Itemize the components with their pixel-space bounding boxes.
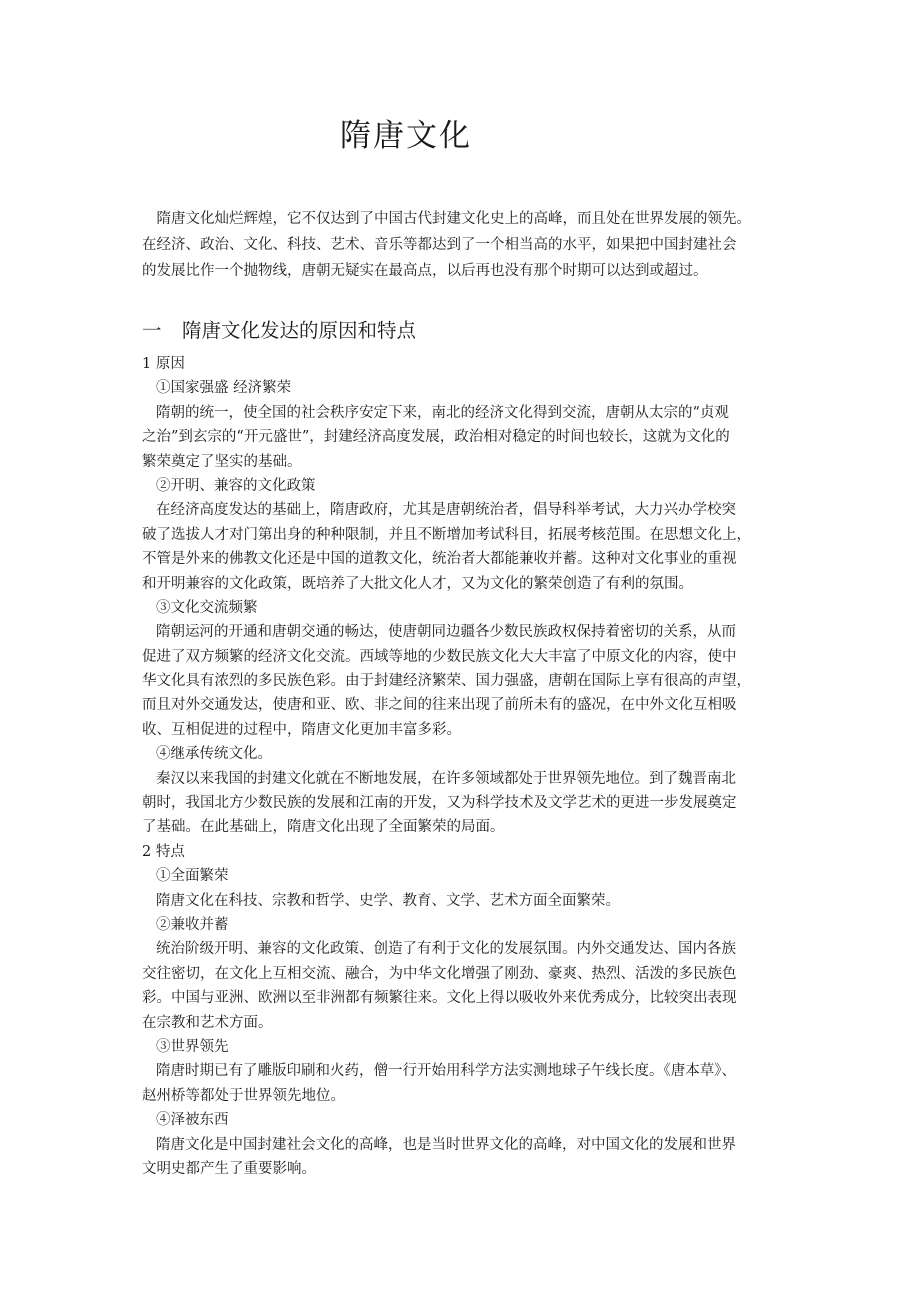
body-line: 之治”到玄宗的“开元盛世”，封建经济高度发展，政治相对稳定的时间也较长，这就为文化的 (142, 429, 730, 446)
body-line: 隋唐文化是中国封建社会文化的高峰，也是当时世界文化的高峰，对中国文化的发展和世界 (156, 1136, 736, 1153)
intro-line: 的发展比作一个抛物线，唐朝无疑实在最高点，以后再也没有那个时期可以达到或超过。 (142, 263, 708, 279)
section-body (142, 352, 790, 1181)
section-heading (142, 315, 416, 343)
body-line: ①国家强盛 经济繁荣 (156, 380, 292, 397)
body-line: 隋朝的统一，使全国的社会秩序安定下来，南北的经济文化得到交流，唐朝从太宗的“贞观 (156, 404, 729, 421)
body-line: 文明史都产生了重要影响。 (142, 1160, 316, 1177)
section-number: 一 (142, 319, 162, 342)
body-line: 了基础。在此基础上，隋唐文化出现了全面繁荣的局面。 (142, 819, 505, 836)
body-line: 而且对外交通发达，使唐和亚、欧、非之间的往来出现了前所未有的盛况，在中外文化互相吸 (142, 697, 737, 714)
body-line: 隋唐时期已有了雕版印刷和火药，僧一行开始用科学方法实测地球子午线长度。《唐本草》、 (156, 1063, 736, 1080)
intro-line: 在经济、政治、文化、科技、艺术、音乐等都达到了一个相当高的水平，如果把中国封建社会 (142, 237, 737, 253)
intro-paragraph (142, 206, 790, 284)
body-line: ④泽被东西 (156, 1112, 229, 1129)
body-line: ①全面繁荣 (156, 868, 229, 885)
body-line: 破了选拔人才对门第出身的种种限制，并且不断增加考试科目，拓展考核范围。在思想文化上， (142, 526, 751, 543)
body-line: 统治阶级开明、兼容的文化政策、创造了有利于文化的发展氛围。内外交通发达、国内各族 (156, 941, 736, 958)
body-line: 彩。中国与亚洲、欧洲以至非洲都有频繁往来。文化上得以吸收外来优秀成分，比较突出表现 (142, 990, 737, 1007)
body-line: ②兼收并蓄 (156, 916, 229, 933)
body-line: 促进了双方频繁的经济文化交流。西域等地的少数民族文化大大丰富了中原文化的内容，使中 (142, 648, 737, 665)
body-line: 隋唐文化在科技、宗教和哲学、史学、教育、文学、艺术方面全面繁荣。 (156, 892, 620, 909)
body-line: 在宗教和艺术方面。 (142, 1014, 273, 1031)
body-line: 在经济高度发达的基础上，隋唐政府，尤其是唐朝统治者，倡导科举考试，大力兴办学校突 (156, 502, 736, 519)
section-title: 隋唐文化发达的原因和特点 (182, 319, 417, 342)
body-line: 秦汉以来我国的封建文化就在不断地发展，在许多领域都处于世界领先地位。到了魏晋南北 (156, 770, 736, 787)
body-line: ③世界领先 (156, 1038, 229, 1055)
body-line: 隋朝运河的开通和唐朝交通的畅达，使唐朝同边疆各少数民族政权保持着密切的关系，从而 (156, 624, 736, 641)
body-line: ④继承传统文化。 (156, 746, 272, 763)
body-line: 和开明兼容的文化政策，既培养了大批文化人才，又为文化的繁荣创造了有利的氛围。 (142, 575, 693, 592)
body-line: 朝时，我国北方少数民族的发展和江南的开发，又为科学技术及文学艺术的更进一步发展奠定 (142, 795, 737, 812)
document-title: 隋唐文化 (340, 118, 472, 154)
body-line: ③文化交流频繁 (156, 599, 258, 616)
body-line: 交往密切，在文化上互相交流、融合，为中华文化增强了刚劲、豪爽、热烈、活泼的多民族色 (142, 965, 737, 982)
body-line: 收、互相促进的过程中，隋唐文化更加丰富多彩。 (142, 721, 461, 738)
body-line: 不管是外来的佛教文化还是中国的道教文化，统治者大都能兼收并蓄。这种对文化事业的重视 (142, 551, 737, 568)
intro-line: 隋唐文化灿烂辉煌，它不仅达到了中国古代封建文化史上的高峰，而且处在世界发展的领先。 (142, 211, 751, 227)
body-line: 繁荣奠定了坚实的基础。 (142, 453, 302, 470)
body-line: ②开明、兼容的文化政策 (156, 477, 316, 494)
body-line: 2 特点 (142, 843, 185, 860)
body-line: 华文化具有浓烈的多民族色彩。由于封建经济繁荣、国力强盛，唐朝在国际上享有很高的声望， (142, 673, 751, 690)
body-line: 1 原因 (142, 356, 185, 372)
body-line: 赵州桥等都处于世界领先地位。 (142, 1087, 345, 1104)
